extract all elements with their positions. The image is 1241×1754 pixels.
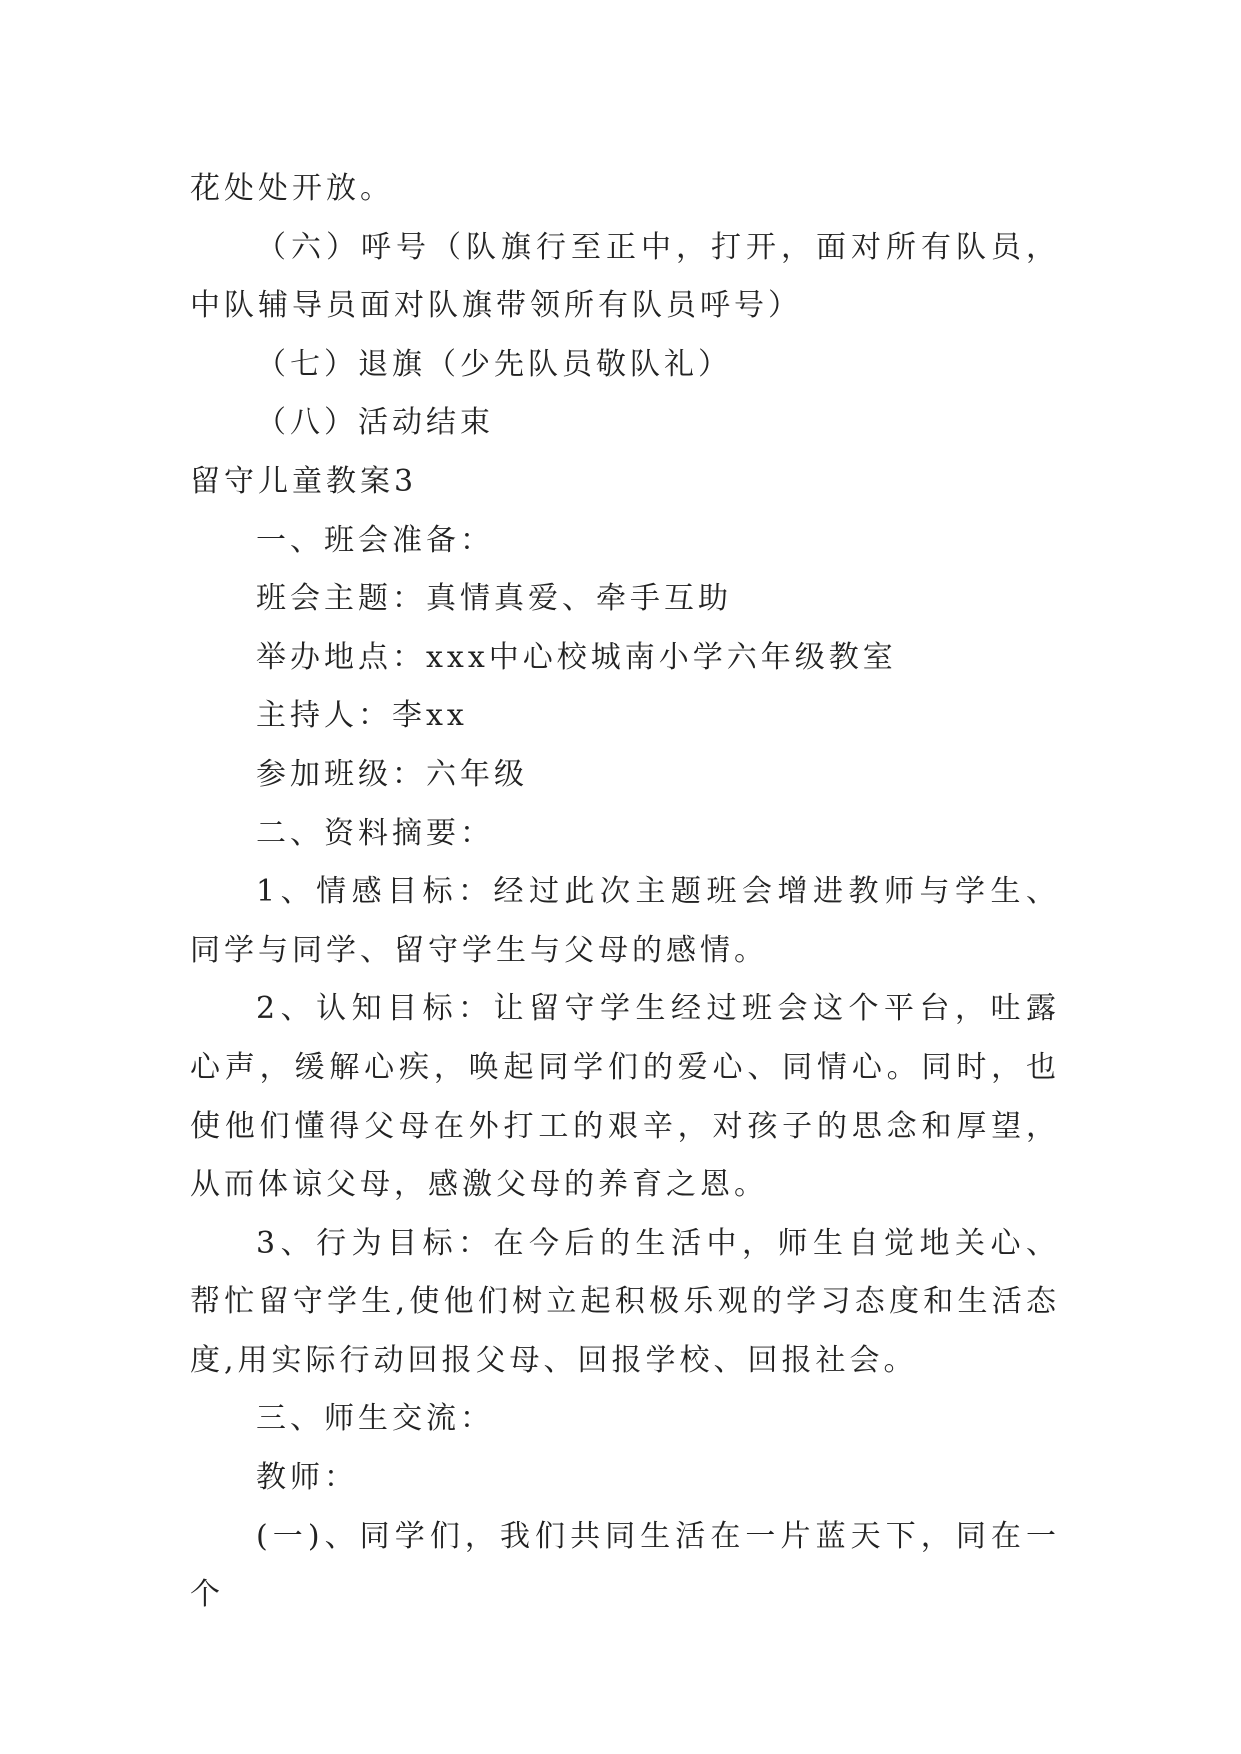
paragraph: 3、行为目标：在今后的生活中，师生自觉地关心、帮忙留守学生,使他们树立起积极乐观的学习态度和生活态度,用实际行动回报父母、回报学校、回报社会。 bbox=[190, 1225, 1060, 1378]
paragraph: 二、资料摘要： bbox=[256, 815, 494, 851]
paragraph: 班会主题：真情真爱、牵手互助 bbox=[256, 581, 732, 617]
paragraph: 举办地点：xxx中心校城南小学六年级教室 bbox=[256, 639, 897, 675]
paragraph: 花处处开放。 bbox=[190, 171, 394, 206]
paragraph: 2、认知目标：让留守学生经过班会这个平台，吐露心声，缓解心疾，唤起同学们的爱心、同情心。同时，也使他们懂得父母在外打工的艰辛，对孩子的思念和厚望，从而体谅父母，感激父母的养育之恩。 bbox=[190, 991, 1060, 1203]
paragraph: （六）呼号（队旗行至正中，打开，面对所有队员，中队辅导员面对队旗带领所有队员呼号） bbox=[190, 229, 1060, 324]
paragraph: 教师： bbox=[256, 1460, 358, 1496]
paragraph: （八）活动结束 bbox=[256, 405, 494, 441]
section-title: 留守儿童教案3 bbox=[190, 463, 418, 499]
paragraph: 一、班会准备： bbox=[256, 522, 494, 558]
paragraph: （七）退旗（少先队员敬队礼） bbox=[256, 346, 732, 382]
paragraph: 参加班级：六年级 bbox=[256, 756, 528, 792]
document-body bbox=[190, 160, 1060, 1625]
paragraph: 主持人：李xx bbox=[256, 698, 468, 734]
paragraph: 1、情感目标：经过此次主题班会增进教师与学生、同学与同学、留守学生与父母的感情。 bbox=[190, 874, 1060, 968]
paragraph: 三、师生交流： bbox=[256, 1401, 494, 1437]
paragraph: (一)、同学们，我们共同生活在一片蓝天下，同在一个 bbox=[190, 1518, 1060, 1613]
